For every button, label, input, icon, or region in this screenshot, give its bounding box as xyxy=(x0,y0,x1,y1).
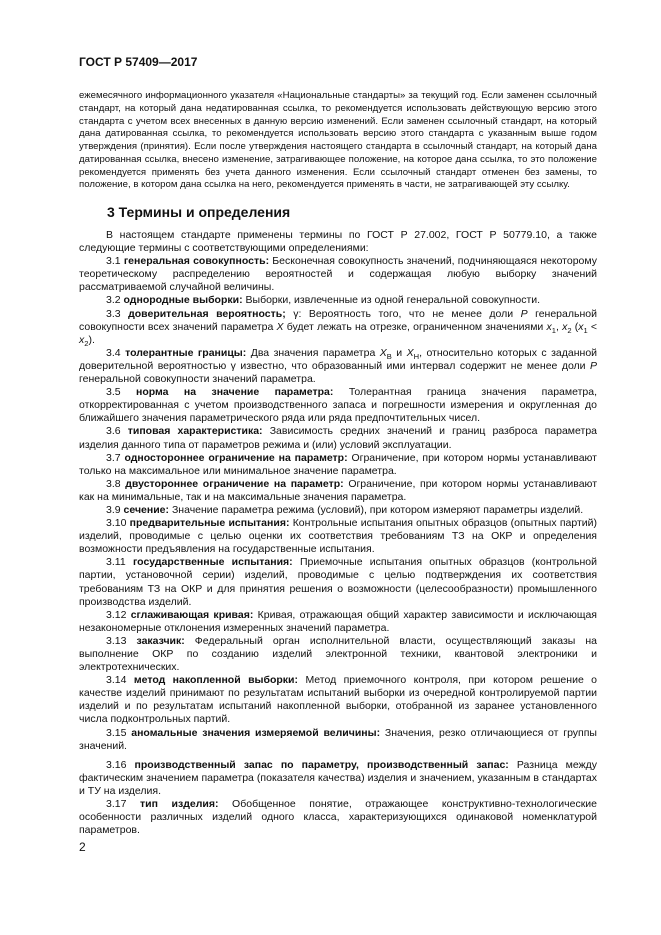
section-title: 3 Термины и определения xyxy=(107,204,291,220)
term-title: двустороннее ограничение на параметр: xyxy=(125,477,344,490)
term-title: государственные испытания: xyxy=(132,556,293,569)
term-title: аномальные значения измеряемой величины: xyxy=(131,726,381,739)
term-3-17: 3.17 тип изделия: Обобщенное понятие, отражающее конструктивно-технологические особенности различных изделий одного класса, характеризующихся одинаковой номенклатурой параметров. xyxy=(79,798,597,837)
term-3-12: 3.12 сглаживающая кривая: Кривая, отражающая общий характер зависимости и исключающая незакономерные отклонения измеренных значений параметра. xyxy=(79,608,597,634)
term-title: сглаживающая кривая: xyxy=(130,608,254,621)
term-title: однородные выборки: xyxy=(123,294,243,307)
references-paragraph: ежемесячного информационного указателя «Национальные стандарты» за текущий год. Если заменен ссылочный стандарт, на который дана недатированная ссылка, то рекомендуется использовать действующую версию этого стандарта с учетом всех внесенных в данную версию изменений. Если заменен ссылочный стандарт, на который дана датированная ссылка, то рекомендуется использовать версию этого стандарта с указанным выше годом утверждения (принятия). Если после утверждения настоящего стандарта в ссылочный стандарт, на который дана датированная ссылка, внесено изменение, затрагивающее положение, на которое дана ссылка, то это положение рекомендуется применять без учета данного изменения. Если ссылочный стандарт отменен без замены, то положение, в котором дана ссылка на него, рекомендуется применять в части, не затрагивающей эту ссылку. xyxy=(79,90,597,191)
term-3-10: 3.10 предварительные испытания: Контрольные испытания опытных образцов (опытных партий) изделий, проводимые с целью оценки их соответствия требованиям ТЗ на ОКР и определения возможности предъявления на государственные испытания. xyxy=(79,517,598,556)
document-header: ГОСТ Р 57409—2017 xyxy=(79,55,198,69)
term-3-3: 3.3 доверительная вероятность; γ: Вероятность того, что не менее доли P генеральной совокупности всех значений параметра X будет лежать на отрезке, ограниченном значениями $x_1$, $x_2$ $(x_1 < x_2)$. xyxy=(79,307,598,348)
term-3-9: 3.9 сечение: Значение параметра режима (условий), при котором измеряют параметры изделий. xyxy=(106,503,584,516)
term-title: метод накопленной выборки: xyxy=(133,674,299,687)
term-3-16: 3.16 производственный запас по параметру, производственный запас: Разница между фактическим значением параметра (показателя качества) изделия и значением, указанным в стандартах и ТУ на изделия. xyxy=(79,758,598,797)
term-3-4: 3.4 толерантные границы: Два значения параметра $X_В$ и $X_Н$, относительно которых с заданной доверительной вероятностью γ известно, что образованный ими интервал содержит не менее доли P генеральной совокупности значений параметра. xyxy=(79,346,598,386)
section-intro: В настоящем стандарте применены термины по ГОСТ Р 27.002, ГОСТ Р 50779.10, а также следующие термины с соответствующими определениями: xyxy=(79,229,597,255)
term-title: тип изделия: xyxy=(140,798,219,811)
page-number: 2 xyxy=(79,840,86,854)
term-3-7: 3.7 одностороннее ограничение на параметр: Ограничение, при котором нормы устанавливают только на максимальное или минимальное значение параметра. xyxy=(79,451,597,477)
term-title: генеральная совокупность: xyxy=(123,255,270,268)
section-body xyxy=(79,229,597,837)
term-3-11: 3.11 государственные испытания: Приемочные испытания опытных образцов (контрольной партии, установочной серии) изделий, проводимые с целью подтверждения их соответствия требованиям ТЗ на ОКР и для принятия решения о возможности (целесообразности) промышленного производства изделий. xyxy=(79,556,598,608)
term-3-1: 3.1 генеральная совокупность: Бесконечная совокупность значений, подчиняющаяся некоторому теоретическому распределению вероятностей и содержащая любую выборку значений рассматриваемой случайной величины. xyxy=(79,255,597,294)
term-title: сечение: xyxy=(123,503,170,516)
term-3-14: 3.14 метод накопленной выборки: Метод приемочного контроля, при котором решение о качестве изделий принимают по результатам испытаний выборки из очередной контролируемой партии изделий и по результатам испытаний накопленной выборки, отобранной из заранее установленного числа подконтрольных партий. xyxy=(79,674,598,726)
term-title: доверительная вероятность; xyxy=(128,307,286,320)
term-3-8: 3.8 двустороннее ограничение на параметр: Ограничение, при котором нормы устанавливают как на минимальные, так и на максимальные значения параметра. xyxy=(79,477,597,503)
term-title: производственный запас по параметру, производственный запас: xyxy=(134,758,509,771)
term-3-6: 3.6 типовая характеристика: Зависимость средних значений и границ разброса параметра изделия данного типа от параметров режима и (или) условий эксплуатации. xyxy=(79,425,598,451)
term-3-13: 3.13 заказчик: Федеральный орган исполнительной власти, осуществляющий заказы на выполнение ОКР по созданию изделий электронной техники, квантовой электроники и электротехнических. xyxy=(79,634,597,674)
term-title: норма на значение параметра: xyxy=(136,386,334,399)
term-title: одностороннее ограничение на параметр: xyxy=(124,451,348,464)
term-3-15: 3.15 аномальные значения измеряемой величины: Значения, резко отличающиеся от группы значений. xyxy=(79,726,597,752)
term-title: толерантные границы: xyxy=(125,346,247,359)
term-title: заказчик: xyxy=(136,634,185,647)
term-3-5: 3.5 норма на значение параметра: Толерантная граница значения параметра, откорректированная с учетом производственного запаса и погрешности измерения и округленная до ближайшего значения параметрического ряда или ряда предпочтительных чисел. xyxy=(79,386,598,425)
term-title: предварительные испытания: xyxy=(129,517,290,530)
term-title: типовая характеристика: xyxy=(127,425,263,438)
term-3-2: 3.2 однородные выборки: Выборки, извлеченные из одной генеральной совокупности. xyxy=(106,294,541,307)
